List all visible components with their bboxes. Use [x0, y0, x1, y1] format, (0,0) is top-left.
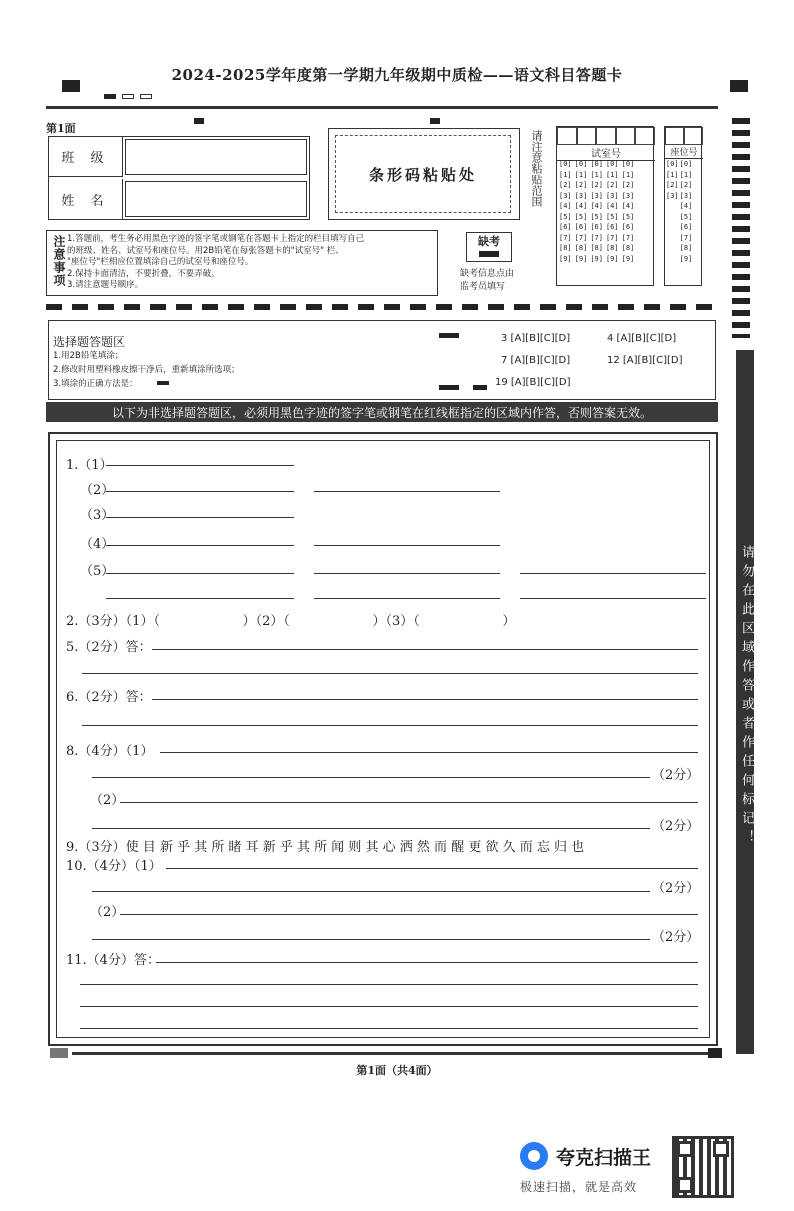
q6-label: 6.（2分）答：: [66, 690, 152, 705]
answer-line[interactable]: [120, 914, 698, 915]
answer-line[interactable]: [82, 725, 698, 726]
answer-line[interactable]: [82, 673, 698, 674]
mark-block: [140, 94, 152, 99]
mc-title: 选择题答题区: [53, 335, 126, 349]
notice-label: 注意事项: [52, 235, 66, 287]
mc-item[interactable]: 7 [A][B][C][D]: [501, 355, 571, 366]
answer-line[interactable]: [166, 868, 698, 869]
answer-line[interactable]: [160, 752, 698, 753]
brand-logo-icon: [520, 1142, 548, 1170]
answer-line[interactable]: [152, 649, 698, 650]
seat-bubbles[interactable]: [666, 159, 692, 264]
q10-2-label: （2）: [90, 905, 125, 920]
answer-line[interactable]: [106, 491, 294, 492]
bubble-column[interactable]: [0] [1] [2] [3] [4] [5] [6] [7] [8] [9]: [559, 160, 572, 263]
q10-label: 10.（4分）（1）: [66, 859, 162, 874]
barcode-note: 请注意粘贴范围: [530, 130, 543, 207]
student-info-box: [48, 136, 310, 220]
right-warning-bar: [736, 350, 754, 1054]
qr-code-icon: [672, 1136, 734, 1198]
absent-box[interactable]: [466, 232, 512, 262]
absent-label: 缺考: [478, 235, 500, 248]
points-label: （2分）: [652, 819, 700, 834]
answer-line[interactable]: [92, 828, 650, 829]
corner-marker: [62, 80, 80, 92]
brand-name: 夸克扫描王: [556, 1147, 652, 1169]
answer-line[interactable]: [80, 1006, 698, 1007]
mc-box: [48, 320, 716, 400]
mc-item[interactable]: 3 [A][B][C][D]: [501, 333, 571, 344]
q1-4-label: （4）: [80, 537, 115, 552]
bubble-column[interactable]: [0] [1] [2] [3] [4] [5] [6] [7] [8] [9]: [621, 160, 635, 263]
timing-mark: [194, 118, 204, 124]
answer-line[interactable]: [520, 573, 706, 574]
answer-line[interactable]: [92, 777, 650, 778]
points-label: （2分）: [652, 930, 700, 945]
answer-line[interactable]: [106, 517, 294, 518]
answer-line[interactable]: [106, 598, 294, 599]
timing-track: [46, 304, 718, 310]
seat-header: 座位号: [665, 145, 703, 159]
answer-area-band: 以下为非选择题答题区，必须用黑色字迹的签字笔或钢笔在红线框指定的区域内作答，否则答案无效。: [46, 402, 718, 422]
seat-number-grid: [664, 126, 702, 286]
name-label: 姓 名: [49, 179, 123, 219]
answer-line[interactable]: [80, 1028, 698, 1029]
bottom-rule: [72, 1052, 708, 1055]
right-timing-track: [732, 118, 750, 338]
page-title: 2024-2025学年度第一学期九年级期中质检——语文科目答题卡: [171, 66, 623, 84]
timing-mark: [473, 385, 487, 390]
fill-sample: [157, 381, 169, 385]
q2-label: 2.（3分）（1）（ ）（2）（ ）（3）（ ）: [66, 614, 516, 629]
absent-bubble[interactable]: [479, 251, 499, 257]
bubble-column[interactable]: [0] [1] [2] [3] [4] [5] [6] [7] [8] [9]: [605, 160, 619, 263]
answer-line[interactable]: [106, 465, 294, 466]
answer-line[interactable]: [314, 491, 500, 492]
bubble-column[interactable]: [0] [1] [2] [3] [4] [5] [6] [7] [8] [9]: [590, 160, 603, 263]
corner-marker: [730, 80, 748, 92]
room-bubbles[interactable]: [559, 159, 634, 264]
page-footer: 第1面（共4面）: [356, 1064, 438, 1077]
answer-line[interactable]: [92, 939, 650, 940]
answer-line[interactable]: [80, 984, 698, 985]
class-field[interactable]: [125, 139, 307, 175]
notice-text: 1.答题前，考生务必用黑色字迹的签字笔或钢笔在答题卡上指定的栏目填写自己 的班级、姓名、试室号和座位号。用2B铅笔在每张答题卡的"试室号" 栏、 "座位号"栏相应位置填涂自己的试室号和座位号。 2.保持卡面清洁，不要折叠，不要弄破。 3.请注意题号顺序。: [67, 234, 365, 290]
mc-item[interactable]: 19 [A][B][C][D]: [495, 377, 571, 388]
q1-1-label: 1.（1）: [66, 458, 113, 473]
answer-line[interactable]: [106, 545, 294, 546]
mc-item[interactable]: 12 [A][B][C][D]: [607, 355, 683, 366]
points-label: （2分）: [652, 881, 700, 896]
room-header: 试室号: [557, 145, 655, 161]
bubble-column[interactable]: [0] [1] [2] [3] [4] [5] [6] [7] [8] [9]: [574, 160, 588, 263]
barcode-label: 条形码粘贴处: [335, 135, 511, 213]
answer-line[interactable]: [314, 573, 500, 574]
q11-label: 11.（4分）答：: [66, 953, 160, 968]
brand-slogan: 极速扫描，就是高效: [520, 1180, 638, 1194]
timing-mark: [439, 333, 459, 338]
answer-line[interactable]: [120, 802, 698, 803]
mc-notes: 1.用2B铅笔填涂； 2.修改时用塑料橡皮擦干净后，重新填涂所选项； 3.填涂的正确方法是：: [53, 351, 240, 389]
answer-line[interactable]: [152, 699, 698, 700]
q8-label: 8.（4分）（1）: [66, 744, 154, 759]
q9-label: 9.（3分）使 目 新 乎 其 所 睹 耳 新 乎 其 所 闻 则 其 心 洒 然 而 醒 更 欲 久 而 忘 归 也: [66, 840, 585, 855]
timing-mark: [430, 118, 440, 124]
absent-note: 缺考信息点由 监考员填写: [460, 269, 515, 292]
mc-item[interactable]: 4 [A][B][C][D]: [607, 333, 677, 344]
q8-2-label: （2）: [90, 793, 125, 808]
q1-5-label: （5）: [80, 564, 115, 579]
mark-block: [122, 94, 134, 99]
corner-marker: [708, 1048, 722, 1058]
bubble-column[interactable]: [0] [1] [2] [3]: [666, 160, 679, 200]
q5-label: 5.（2分）答：: [66, 640, 152, 655]
answer-line[interactable]: [106, 573, 294, 574]
answer-line[interactable]: [520, 598, 706, 599]
answer-line[interactable]: [92, 891, 650, 892]
answer-line[interactable]: [314, 545, 500, 546]
barcode-area: [328, 128, 520, 220]
name-field[interactable]: [125, 181, 307, 217]
right-warning: 请勿在此区域作答或者作任何标记！: [739, 545, 754, 849]
answer-line[interactable]: [156, 962, 698, 963]
notice-box: [46, 230, 438, 296]
q1-2-label: （2）: [80, 483, 115, 498]
class-label: 班 级: [49, 137, 123, 177]
top-rule: [46, 106, 718, 109]
points-label: （2分）: [652, 768, 700, 783]
mark-block: [104, 94, 116, 99]
q1-3-label: （3）: [80, 508, 115, 523]
side-label: 第1面: [46, 122, 76, 135]
corner-marker: [50, 1048, 68, 1058]
bubble-column[interactable]: [0] [1] [2] [3] [4] [5] [6] [7] [8] [9]: [679, 160, 693, 263]
answer-line[interactable]: [314, 598, 500, 599]
timing-mark: [439, 385, 459, 390]
room-number-grid: [556, 126, 654, 286]
